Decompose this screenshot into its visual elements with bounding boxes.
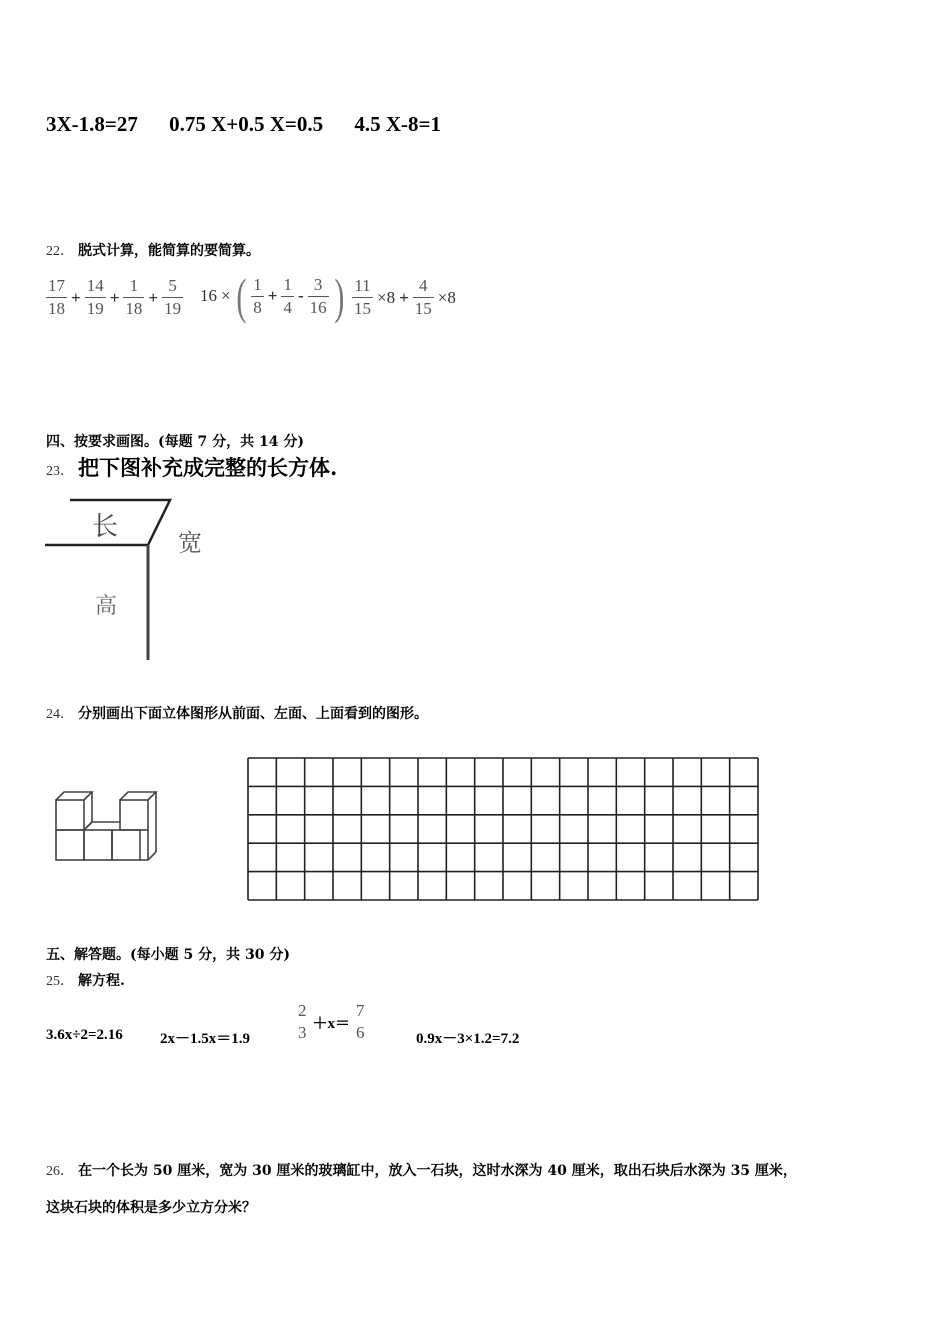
q23-text: 把下图补充成完整的长方体. <box>78 455 338 480</box>
equations-row <box>46 112 467 137</box>
q25-eq4: 0.9x－3×1.2=7.2 <box>416 1031 520 1047</box>
equation-3: 4.5 X-8=1 <box>354 112 442 136</box>
fraction: $\frac{17}{18}$ <box>48 276 65 318</box>
q26-line2: 这块石块的体积是多少立方分米？ <box>46 1200 256 1216</box>
fraction: $\frac{14}{19}$ <box>86 276 104 318</box>
q22-title <box>46 240 260 260</box>
label-width: 宽 <box>178 529 202 557</box>
fraction: $\frac{3}{16}$ <box>309 274 327 317</box>
q25-number: 25． <box>46 974 74 989</box>
q25-eq3: 2 3 ＋x＝ 7 6 <box>298 1001 365 1042</box>
q22-number: 22． <box>46 244 74 259</box>
q26-text-1: 在一个长为 50 厘米，宽为 30 厘米的玻璃缸中，放入一石块，这时水深为 40 厘米，取出石块后水深为 35 厘米， <box>78 1163 797 1179</box>
cuboid-sketch <box>40 495 280 670</box>
answer-grid[interactable] <box>246 756 760 902</box>
equation-2: 0.75 X+0.5 X=0.5 <box>169 112 324 136</box>
section-4-heading: 四、按要求画图。(每题 7 分，共 14 分) <box>46 434 304 450</box>
q26-number: 26． <box>46 1164 74 1179</box>
q23-number: 23． <box>46 464 74 479</box>
fraction: $\frac{5}{19}$ <box>164 276 182 318</box>
q25-eq1: 3.6x÷2=2.16 <box>46 1027 123 1043</box>
q22-expr2: 16 × ( $\frac{1}{8}$ + $\frac{1}{4}$ - $\frac{3}{16}$ ) <box>200 268 344 324</box>
q22-text: 脱式计算，能简算的要简算。 <box>78 243 260 259</box>
fraction: 2 3 <box>298 1001 307 1042</box>
q22-expr3: $\frac{11}{15}$ ×8 + $\frac{4}{15}$ ×8 <box>354 276 456 318</box>
fraction: 7 6 <box>356 1001 365 1042</box>
equation-1: 3X-1.8=27 <box>46 112 138 136</box>
q24-title <box>46 703 428 723</box>
q24-text: 分别画出下面立体图形从前面、左面、上面看到的图形。 <box>78 706 428 722</box>
fraction: $\frac{1}{4}$ <box>283 274 292 317</box>
cube-stack-figure <box>50 780 160 866</box>
fraction: $\frac{4}{15}$ <box>414 276 432 318</box>
q23-title <box>46 452 337 482</box>
q26-line1 <box>46 1160 797 1180</box>
label-length: 长 <box>92 512 119 542</box>
fraction: $\frac{11}{15}$ <box>354 276 371 318</box>
fraction: $\frac{1}{18}$ <box>125 276 143 318</box>
q24-number: 24． <box>46 707 74 722</box>
q25-eq2: 2x－1.5x＝1.9 <box>160 1031 251 1047</box>
label-height: 高 <box>95 594 118 619</box>
q25-text: 解方程. <box>78 973 125 989</box>
section-5-heading: 五、解答题。(每小题 5 分，共 30 分) <box>46 947 290 963</box>
fraction: $\frac{1}{8}$ <box>253 274 262 317</box>
q22-expr1: $\frac{17}{18}$ + $\frac{14}{19}$ + $\frac{1}{18}$ + $\frac{5}{19}$ <box>48 276 182 318</box>
q25-title <box>46 970 125 990</box>
